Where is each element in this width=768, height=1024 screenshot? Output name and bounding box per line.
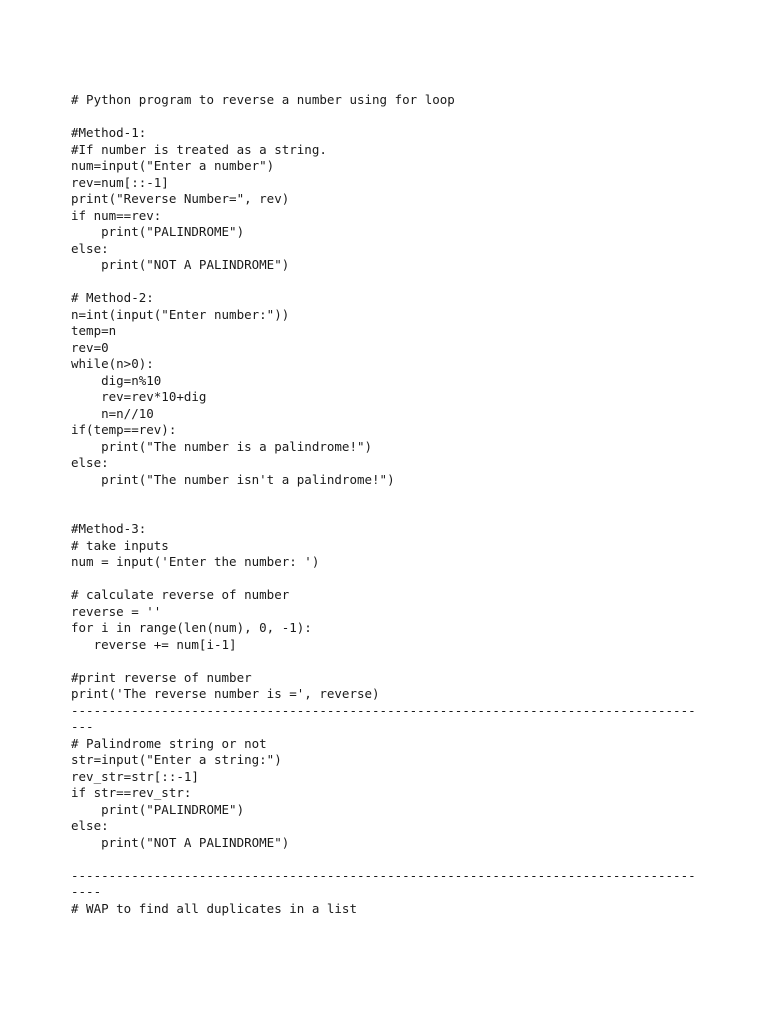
code-line: print("The number isn't a palindrome!") bbox=[71, 471, 395, 487]
code-line: ---- bbox=[71, 884, 102, 899]
code-line: print("The number is a palindrome!") bbox=[71, 438, 373, 454]
code-line: num = input('Enter the number: ') bbox=[71, 554, 320, 569]
code-line: rev_str=str[::-1] bbox=[71, 768, 199, 784]
code-line: n=n//10 bbox=[71, 405, 154, 421]
code-line: for i in range(len(num), 0, -1): bbox=[71, 620, 312, 635]
code-line: print("PALINDROME") bbox=[71, 801, 245, 817]
code-line: if(temp==rev): bbox=[71, 422, 177, 437]
code-line: print("NOT A PALINDROME") bbox=[71, 834, 290, 850]
code-line: if num==rev: bbox=[71, 207, 162, 223]
code-line bbox=[71, 653, 751, 670]
code-line bbox=[71, 109, 751, 126]
code-line: rev=0 bbox=[71, 339, 109, 355]
code-line: #Method-1: bbox=[71, 125, 147, 140]
code-line: ----------------------------------------------------------------------------------- bbox=[71, 867, 696, 883]
code-line: dig=n%10 bbox=[71, 372, 162, 388]
code-line: print('The reverse number is =', reverse) bbox=[71, 686, 380, 701]
code-line: n=int(input("Enter number:")) bbox=[71, 306, 290, 322]
code-line bbox=[71, 851, 751, 868]
code-line: reverse = '' bbox=[71, 603, 162, 619]
code-line bbox=[71, 571, 751, 588]
code-line: # take inputs bbox=[71, 537, 169, 553]
code-line: rev=rev*10+dig bbox=[71, 389, 207, 404]
code-line: rev=num[::-1] bbox=[71, 174, 169, 190]
code-line: print("NOT A PALINDROME") bbox=[71, 257, 290, 272]
code-line: ----------------------------------------------------------------------------------- bbox=[71, 702, 696, 718]
code-line: else: bbox=[71, 455, 109, 470]
code-line: print("Reverse Number=", rev) bbox=[71, 191, 290, 206]
code-line: # calculate reverse of number bbox=[71, 587, 290, 602]
code-line: if str==rev_str: bbox=[71, 785, 192, 800]
code-line: --- bbox=[71, 719, 94, 734]
code-line: # Python program to reverse a number using for loop bbox=[71, 92, 455, 107]
code-listing bbox=[71, 92, 751, 917]
code-line: # WAP to find all duplicates in a list bbox=[71, 900, 357, 916]
code-line: num=input("Enter a number") bbox=[71, 158, 275, 173]
code-line bbox=[71, 488, 751, 505]
code-line: while(n>0): bbox=[71, 356, 154, 371]
code-line bbox=[71, 274, 751, 291]
code-line: else: bbox=[71, 818, 109, 833]
code-line: #Method-3: bbox=[71, 521, 147, 536]
code-line: # Method-2: bbox=[71, 290, 154, 305]
code-line: temp=n bbox=[71, 323, 117, 338]
code-line: #If number is treated as a string. bbox=[71, 141, 327, 157]
code-line: str=input("Enter a string:") bbox=[71, 752, 282, 767]
code-line: print("PALINDROME") bbox=[71, 224, 245, 239]
code-line: #print reverse of number bbox=[71, 669, 252, 685]
code-line: # Palindrome string or not bbox=[71, 735, 267, 751]
code-line bbox=[71, 505, 751, 522]
code-line: else: bbox=[71, 240, 109, 256]
code-line: reverse += num[i-1] bbox=[71, 636, 237, 652]
